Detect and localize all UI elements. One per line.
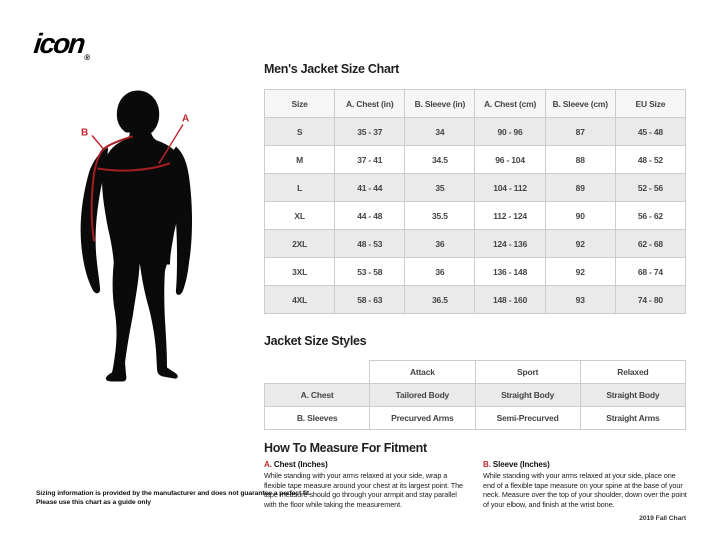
sleeve-heading-text: Sleeve (Inches) [490, 460, 550, 469]
cell: 92 [545, 258, 615, 286]
chest-measure-body: While standing with your arms relaxed at your side, wrap a flexible tape measure around your chest at its largest point. The tape measure should go through your armpit and stay parallel with the floor while taking the measurement. [264, 471, 464, 510]
cell: 35 - 37 [335, 118, 405, 146]
cell: 93 [545, 286, 615, 314]
icon-brand-logo [32, 28, 91, 60]
table-row [265, 146, 686, 174]
table-row [265, 118, 686, 146]
cell: 56 - 62 [615, 202, 685, 230]
cell: 112 - 124 [475, 202, 545, 230]
sleeve-label-b: B [81, 127, 89, 139]
cell: Tailored Body [370, 384, 475, 407]
chest-heading-text: Chest (Inches) [271, 460, 328, 469]
label-b-pointer-line [92, 136, 103, 149]
cell: 89 [545, 174, 615, 202]
jacket-size-styles-title: Jacket Size Styles [264, 334, 367, 348]
sleeve-measure-instructions [483, 460, 688, 510]
measure-instructions [264, 460, 688, 510]
mens-jacket-size-table [264, 89, 686, 314]
column-header: EU Size [615, 90, 685, 118]
cell: 68 - 74 [615, 258, 685, 286]
row-label: XL [265, 202, 335, 230]
column-header: B. Sleeve (cm) [545, 90, 615, 118]
column-header: Relaxed [580, 361, 685, 384]
table-row [265, 202, 686, 230]
registered-trademark-icon: ® [83, 53, 91, 62]
cell: 58 - 63 [335, 286, 405, 314]
cell: 92 [545, 230, 615, 258]
cell: 88 [545, 146, 615, 174]
row-label: S [265, 118, 335, 146]
row-label: A. Chest [265, 384, 370, 407]
column-header: A. Chest (cm) [475, 90, 545, 118]
chest-letter: A. [264, 460, 272, 469]
cell: 36 [405, 258, 475, 286]
cell: 53 - 58 [335, 258, 405, 286]
how-to-measure-title: How To Measure For Fitment [264, 441, 427, 455]
cell: Precurved Arms [370, 407, 475, 430]
cell: 87 [545, 118, 615, 146]
logo-text: icon [32, 28, 86, 59]
table-row [265, 286, 686, 314]
chart-version-note: 2019 Fall Chart [639, 515, 686, 522]
cell: Straight Arms [580, 407, 685, 430]
cell: 36 [405, 230, 475, 258]
cell: 48 - 52 [615, 146, 685, 174]
cell: 90 [545, 202, 615, 230]
cell: Semi-Precurved [475, 407, 580, 430]
cell: 37 - 41 [335, 146, 405, 174]
cell: 96 - 104 [475, 146, 545, 174]
table-row [265, 407, 686, 430]
cell: 74 - 80 [615, 286, 685, 314]
row-label: L [265, 174, 335, 202]
header-row [265, 90, 686, 118]
column-header [265, 361, 370, 384]
cell: 52 - 56 [615, 174, 685, 202]
column-header: A. Chest (in) [335, 90, 405, 118]
row-label: 3XL [265, 258, 335, 286]
cell: 136 - 148 [475, 258, 545, 286]
chest-measure-heading [264, 460, 469, 469]
column-header: B. Sleeve (in) [405, 90, 475, 118]
mens-jacket-size-chart-title: Men's Jacket Size Chart [264, 62, 400, 76]
cell: 36.5 [405, 286, 475, 314]
column-header: Sport [475, 361, 580, 384]
disclaimer-line-2: Please use this chart as a guide only [36, 499, 151, 506]
column-header: Attack [370, 361, 475, 384]
cell: 48 - 53 [335, 230, 405, 258]
male-silhouette [81, 91, 192, 382]
table-row [265, 384, 686, 407]
cell: 124 - 136 [475, 230, 545, 258]
row-label: B. Sleeves [265, 407, 370, 430]
cell: 34.5 [405, 146, 475, 174]
cell: 90 - 96 [475, 118, 545, 146]
cell: 44 - 48 [335, 202, 405, 230]
sizing-disclaimer [36, 489, 311, 507]
chest-label-a: A [182, 113, 190, 125]
column-header: Size [265, 90, 335, 118]
table-row [265, 258, 686, 286]
size-figure-silhouette [55, 80, 215, 385]
disclaimer-line-1: Sizing information is provided by the manufacturer and does not guarantee a perfect fit. [36, 490, 311, 497]
jacket-size-styles-table [264, 360, 686, 430]
table-row [265, 230, 686, 258]
row-label: 2XL [265, 230, 335, 258]
sleeve-letter: B. [483, 460, 491, 469]
header-row [265, 361, 686, 384]
sleeve-measure-body: While standing with your arms relaxed at your side, place one end of a flexible tape measure on your spine at the base of your neck. Measure over the top of your shoulder, down over the point of your elbow, and finish at the wrist bone. [483, 471, 687, 510]
cell: 34 [405, 118, 475, 146]
row-label: 4XL [265, 286, 335, 314]
cell: 45 - 48 [615, 118, 685, 146]
cell: 35 [405, 174, 475, 202]
cell: Straight Body [580, 384, 685, 407]
cell: 35.5 [405, 202, 475, 230]
table-row [265, 174, 686, 202]
cell: 41 - 44 [335, 174, 405, 202]
cell: Straight Body [475, 384, 580, 407]
cell: 104 - 112 [475, 174, 545, 202]
row-label: M [265, 146, 335, 174]
cell: 148 - 160 [475, 286, 545, 314]
sleeve-measure-heading [483, 460, 688, 469]
cell: 62 - 68 [615, 230, 685, 258]
